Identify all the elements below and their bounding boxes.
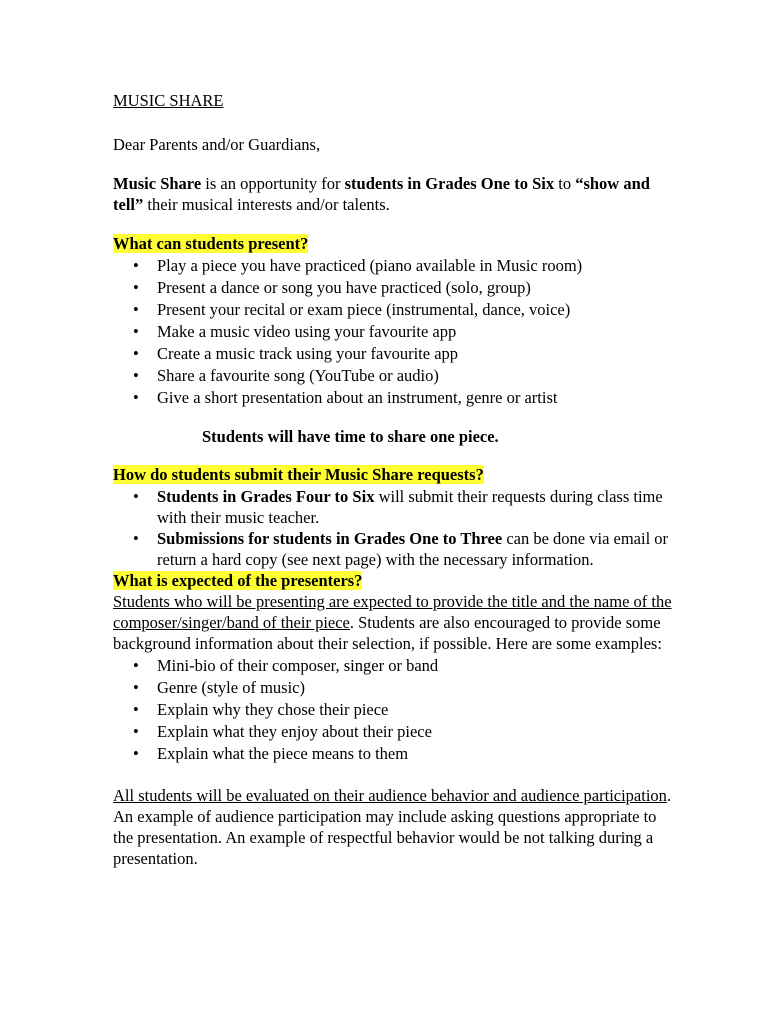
- document-page: [113, 90, 673, 869]
- intro-text-2: to: [554, 174, 576, 193]
- expectations-underlined: Students who will be presenting are expected to provide the title and the name of the composer/singer/band of their piece: [113, 592, 672, 632]
- list-item: • Make a music video using your favourite app: [157, 321, 673, 343]
- list-item: • Create a music track using your favourite app: [157, 343, 673, 365]
- list-item: • Explain what the piece means to them: [157, 743, 673, 765]
- list-item: • Mini-bio of their composer, singer or band: [157, 655, 673, 677]
- intro-bold-music-share: Music Share: [113, 174, 202, 193]
- highlighted-heading: What can students present?: [113, 234, 309, 253]
- intro-text-1: is an opportunity for: [201, 174, 345, 193]
- list-item: • Explain what they enjoy about their piece: [157, 721, 673, 743]
- list-item: • Play a piece you have practiced (piano available in Music room): [157, 255, 673, 277]
- highlighted-heading: How do students submit their Music Share requests?: [113, 465, 484, 484]
- intro-paragraph: [113, 173, 673, 215]
- list-item: [157, 486, 673, 528]
- highlighted-heading: What is expected of the presenters?: [113, 571, 363, 590]
- list-item: • Share a favourite song (YouTube or audio): [157, 365, 673, 387]
- intro-text-3: their musical interests and/or talents.: [143, 195, 390, 214]
- expectations-text: . Students are also encouraged to provide some background information about their selection, if possible. Here are some examples:: [113, 613, 662, 653]
- closing-underlined: All students will be evaluated on their audience behavior and audience participation: [113, 786, 667, 805]
- list-item: • Genre (style of music): [157, 677, 673, 699]
- list-item: • Give a short presentation about an instrument, genre or artist: [157, 387, 673, 409]
- submit-item-bold: Students in Grades Four to Six: [157, 487, 375, 506]
- section-heading-present: [113, 233, 673, 254]
- list-item: [157, 528, 673, 570]
- submit-item-bold: Submissions for students in Grades One to Three: [157, 529, 503, 548]
- page-title: MUSIC SHARE: [113, 91, 224, 110]
- expectations-paragraph: [113, 591, 673, 654]
- examples-list: [113, 655, 673, 765]
- intro-bold-show-and-tell: “show and tell”: [113, 174, 650, 214]
- list-item: • Present a dance or song you have practiced (solo, group): [157, 277, 673, 299]
- submit-item-text: will submit their requests during class time with their music teacher.: [157, 487, 663, 527]
- list-item: • Explain why they chose their piece: [157, 699, 673, 721]
- present-options-list: [113, 255, 673, 409]
- share-one-piece-note: Students will have time to share one piece.: [202, 427, 499, 446]
- list-item: • Present your recital or exam piece (instrumental, dance, voice): [157, 299, 673, 321]
- submit-list: [113, 486, 673, 570]
- intro-bold-grades: students in Grades One to Six: [344, 174, 555, 193]
- greeting: Dear Parents and/or Guardians,: [113, 135, 321, 154]
- section-heading-submit: [113, 464, 673, 485]
- submit-item-text: can be done via email or return a hard copy (see next page) with the necessary information.: [157, 529, 669, 569]
- closing-text: . An example of audience participation may include asking questions appropriate to the presentation. An example of respectful behavior would be not talking during a presentation.: [113, 786, 672, 868]
- closing-paragraph: [113, 785, 673, 869]
- section-heading-expected: [113, 570, 673, 591]
